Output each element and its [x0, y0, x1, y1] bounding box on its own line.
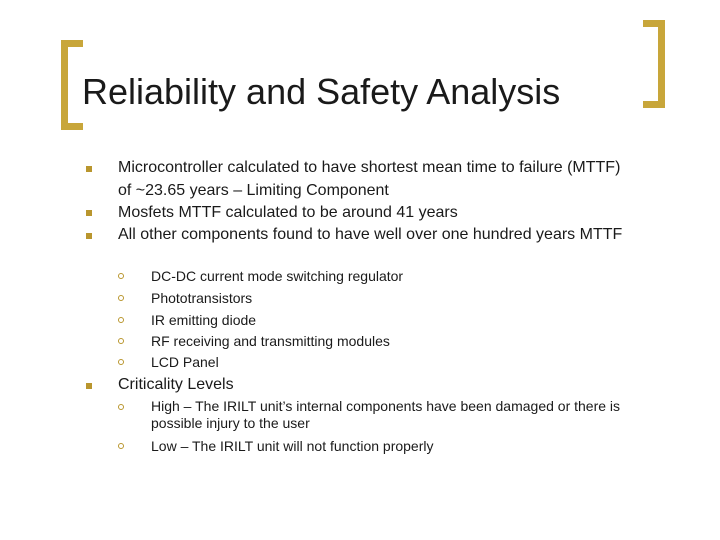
- ring-bullet-icon: [118, 338, 124, 344]
- left-bracket-top-decoration: [61, 40, 83, 47]
- bullet-text: Microcontroller calculated to have shortest mean time to failure (MTTF) of ~23.65 years – Limiting Component: [118, 159, 621, 199]
- right-bracket-decoration: [658, 20, 665, 108]
- square-bullet-icon: [86, 383, 92, 389]
- right-bracket-bottom-decoration: [643, 101, 665, 108]
- ring-bullet-icon: [118, 443, 124, 449]
- right-bracket-top-decoration: [643, 20, 665, 27]
- sub-bullet-text: Phototransistors: [151, 290, 253, 306]
- ring-bullet-icon: [118, 404, 124, 410]
- ring-bullet-icon: [118, 295, 124, 301]
- square-bullet-icon: [86, 210, 92, 216]
- sub-bullet-text: IR emitting diode: [151, 312, 257, 328]
- left-bracket-decoration: [61, 40, 68, 130]
- ring-bullet-icon: [118, 273, 124, 279]
- sub-bullet-text: RF receiving and transmitting modules: [151, 333, 390, 349]
- left-bracket-bottom-decoration: [61, 123, 83, 130]
- bullet-text: All other components found to have well over one hundred years MTTF: [118, 226, 623, 243]
- slide-title: Reliability and Safety Analysis: [82, 71, 561, 112]
- sub-bullet-text: High – The IRILT unit’s internal components have been damaged or there is possible injury to the user: [151, 398, 621, 431]
- ring-bullet-icon: [118, 317, 124, 323]
- ring-bullet-icon: [118, 359, 124, 365]
- bullet-text: Mosfets MTTF calculated to be around 41 years: [118, 204, 458, 221]
- bullet-text: Criticality Levels: [118, 376, 234, 393]
- sub-bullet-text: LCD Panel: [151, 354, 219, 370]
- square-bullet-icon: [86, 166, 92, 172]
- sub-bullet-text: Low – The IRILT unit will not function properly: [151, 438, 434, 454]
- square-bullet-icon: [86, 233, 92, 239]
- sub-bullet-text: DC-DC current mode switching regulator: [151, 268, 404, 284]
